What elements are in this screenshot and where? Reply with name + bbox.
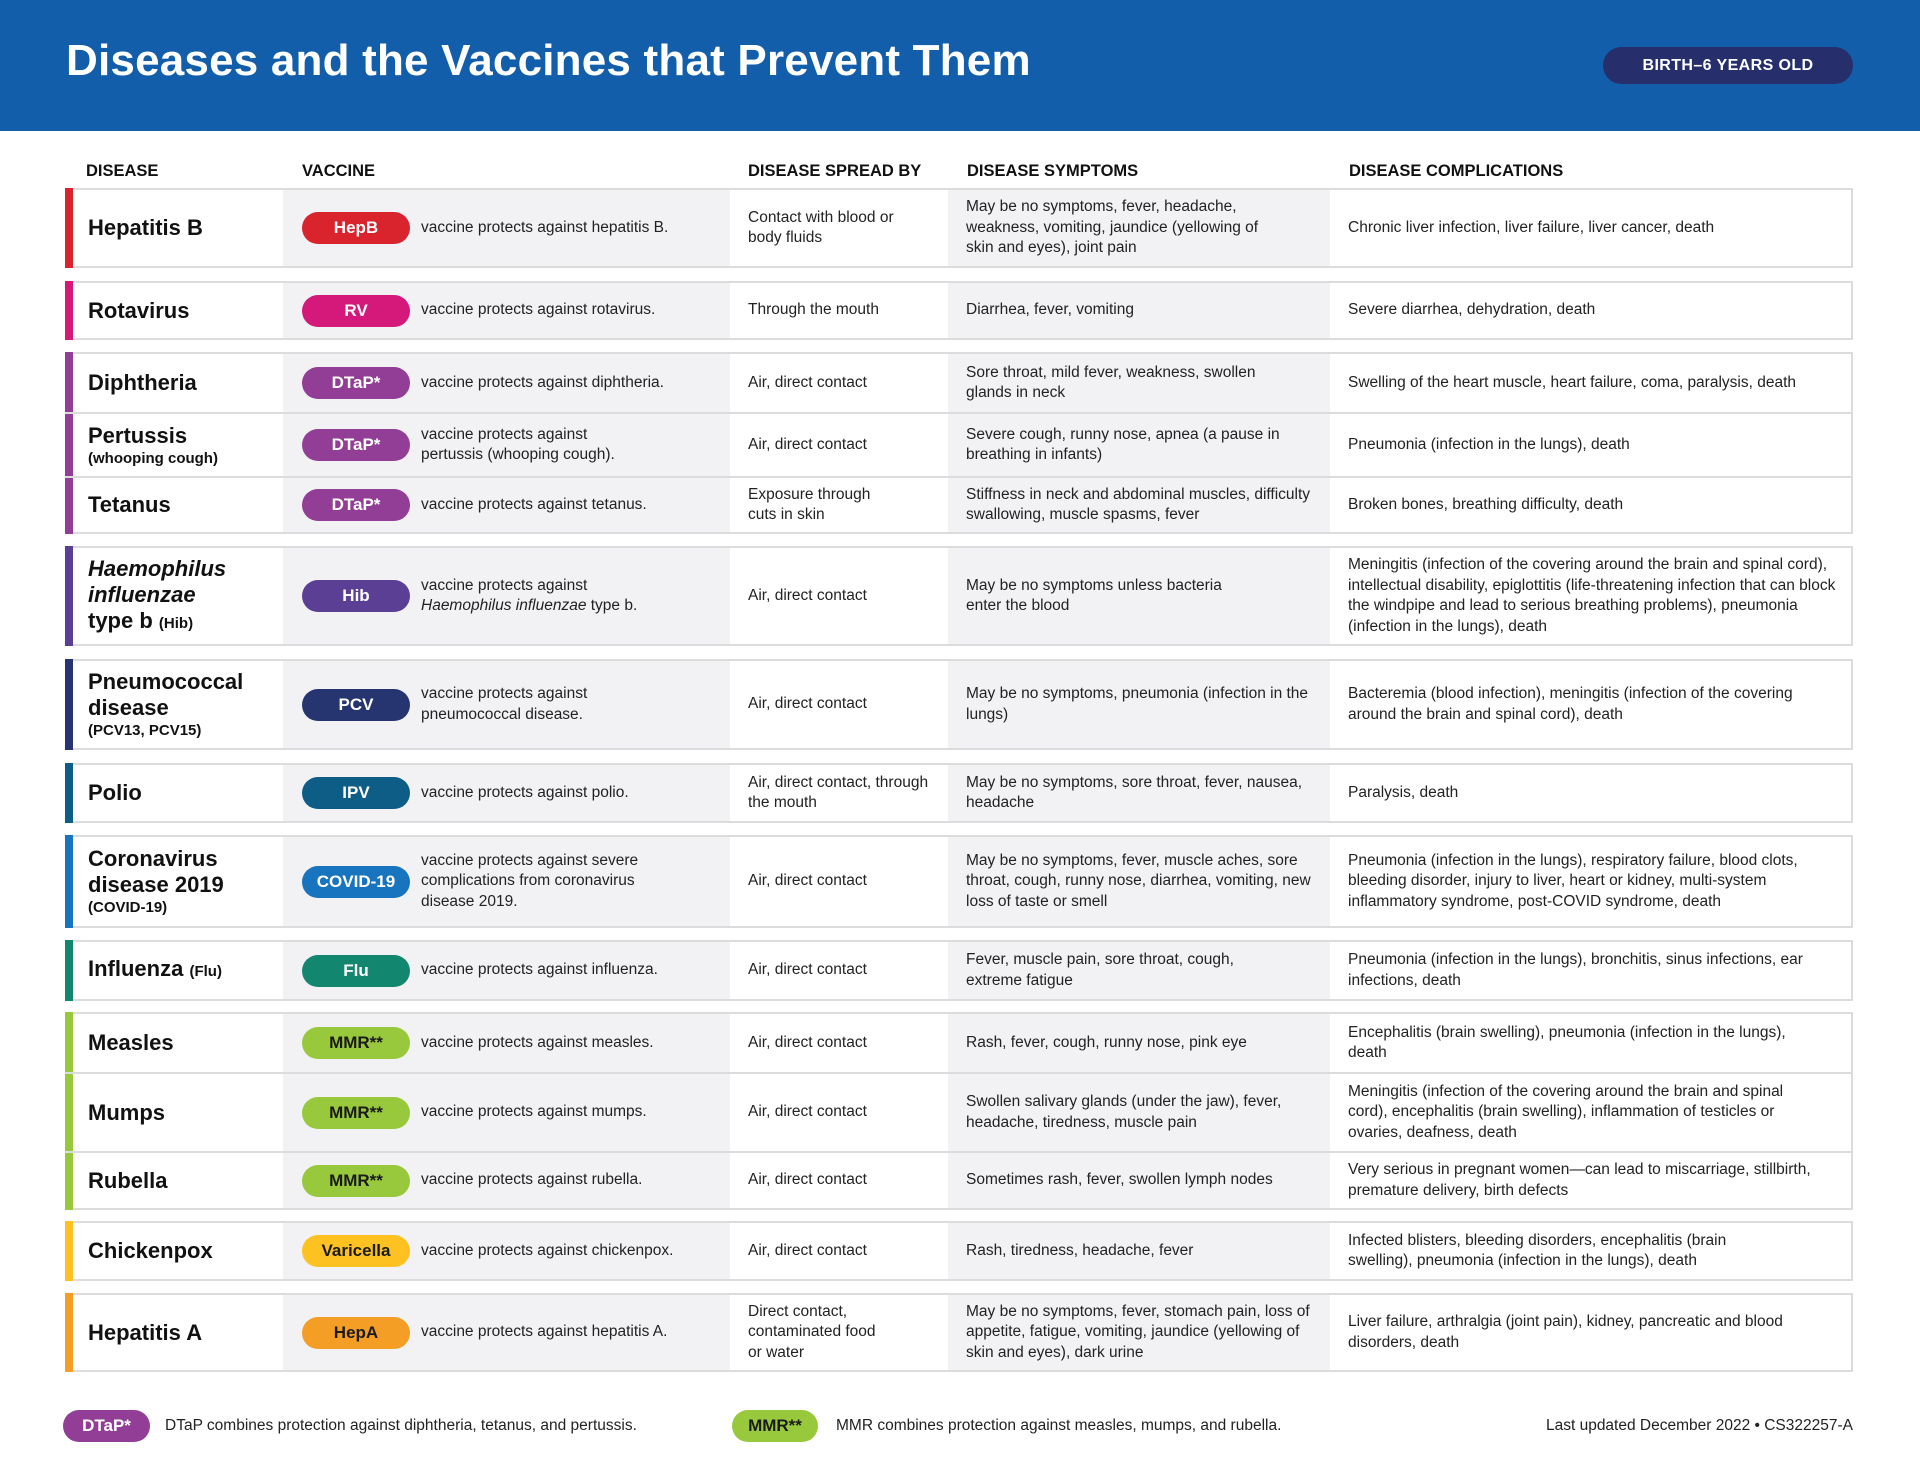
page-title: Diseases and the Vaccines that Prevent Them (66, 36, 1031, 85)
disease-group-chickenpox (65, 1221, 1853, 1281)
column-header-spread: DISEASE SPREAD BY (748, 162, 922, 180)
disease-name: Pneumococcal disease (88, 669, 244, 720)
vaccine-description: vaccine protects against severe complications from coronavirus disease 2019. (421, 851, 639, 910)
disease-group-hepatitis-a (65, 1293, 1853, 1372)
complications-text: Chronic liver infection, liver failure, liver cancer, death (1348, 218, 1715, 236)
age-range-badge: BIRTH–6 YEARS OLD (1603, 47, 1853, 84)
disease-group-mmr (65, 1012, 1853, 1210)
table-row (65, 1014, 1851, 1072)
complications-text: Liver failure, arthralgia (joint pain), kidney, pancreatic and blood disorders, death (1348, 1313, 1783, 1351)
disease-name: Tetanus (88, 492, 171, 517)
table-row (65, 1072, 1851, 1151)
spread-text: Air, direct contact (748, 1033, 867, 1051)
vaccine-pill: Hib (302, 580, 410, 612)
complications-text: Bacteremia (blood infection), meningitis (infection of the covering around the brain and spinal cord), death (1348, 685, 1793, 723)
vaccine-description: vaccine protects against measles. (421, 1033, 654, 1051)
table-row (65, 837, 1851, 926)
vaccine-pill: MMR** (302, 1165, 410, 1197)
spread-text: Exposure through cuts in skin (748, 485, 871, 523)
disease-name: Rubella (88, 1167, 168, 1193)
complications-text: Very serious in pregnant women—can lead to miscarriage, stillbirth, premature delivery, birth defects (1348, 1161, 1811, 1199)
vaccine-description: vaccine protects against Haemophilus influenzae type b. (421, 576, 638, 614)
vaccine-pill: Varicella (302, 1235, 410, 1267)
symptoms-text: May be no symptoms, sore throat, fever, nausea, headache (966, 773, 1302, 811)
symptoms-text: Sometimes rash, fever, swollen lymph nodes (966, 1171, 1273, 1189)
disease-subtitle: (PCV13, PCV15) (88, 722, 202, 739)
table-row (65, 942, 1851, 999)
disease-subtitle: (Flu) (189, 963, 222, 980)
vaccine-description: vaccine protects against pneumococcal disease. (421, 685, 588, 723)
vaccine-pill: DTaP* (302, 489, 410, 521)
vaccine-description: vaccine protects against diphtheria. (421, 373, 664, 391)
symptoms-text: Diarrhea, fever, vomiting (966, 301, 1134, 319)
vaccine-pill: MMR** (302, 1027, 410, 1059)
symptoms-text: May be no symptoms, fever, stomach pain, loss of appetite, fatigue, vomiting, jaundice (yellowing of skin and eyes), dark urine (966, 1302, 1310, 1361)
vaccine-pill: IPV (302, 777, 410, 809)
footer-dtap-note: DTaP combines protection against diphtheria, tetanus, and pertussis. (165, 1417, 637, 1434)
spread-text: Air, direct contact (748, 695, 867, 713)
symptoms-text: May be no symptoms, fever, muscle aches, sore throat, cough, runny nose, diarrhea, vomiting, new loss of taste or smell (966, 851, 1311, 910)
disease-name: Measles (88, 1030, 174, 1055)
disease-name: Coronavirus disease 2019 (88, 846, 224, 897)
complications-text: Severe diarrhea, dehydration, death (1348, 301, 1596, 319)
spread-text: Air, direct contact (748, 373, 867, 391)
symptoms-text: May be no symptoms, pneumonia (infection in the lungs) (966, 685, 1309, 723)
symptoms-text: Rash, fever, cough, runny nose, pink eye (966, 1033, 1247, 1051)
disease-subtitle: (Hib) (158, 614, 194, 632)
vaccine-pill: DTaP* (302, 429, 410, 461)
last-updated: Last updated December 2022 • CS322257-A (1545, 1417, 1853, 1434)
table-row (65, 283, 1851, 338)
vaccine-description: vaccine protects against rotavirus. (421, 301, 656, 319)
vaccine-description: vaccine protects against polio. (421, 783, 629, 801)
vaccine-description: vaccine protects against influenza. (421, 961, 658, 979)
column-header-symptoms: DISEASE SYMPTOMS (967, 162, 1139, 180)
complications-text: Encephalitis (brain swelling), pneumonia (infection in the lungs), death (1348, 1023, 1786, 1061)
table-row (65, 765, 1851, 821)
spread-text: Air, direct contact (748, 435, 867, 453)
spread-text: Air, direct contact (748, 1171, 867, 1189)
vaccine-pill: DTaP* (302, 367, 410, 399)
spread-text: Contact with blood or body fluids (748, 208, 894, 246)
vaccine-pill: MMR** (302, 1097, 410, 1129)
vaccine-description: vaccine protects against chickenpox. (421, 1241, 674, 1259)
disease-group-polio (65, 763, 1853, 823)
disease-group-hepatitis-b (65, 188, 1853, 268)
column-header-disease: DISEASE (86, 162, 159, 180)
complications-text: Pneumonia (infection in the lungs), death (1348, 435, 1630, 453)
symptoms-text: Fever, muscle pain, sore throat, cough, extreme fatigue (966, 951, 1234, 989)
header-band (0, 0, 1920, 131)
vaccine-pill: RV (302, 295, 410, 327)
spread-text: Air, direct contact (748, 1103, 867, 1121)
disease-name-line2: influenzae (88, 581, 196, 607)
table-row (65, 476, 1851, 532)
disease-subtitle: (COVID-19) (88, 899, 168, 916)
spread-text: Direct contact, contaminated food or water (748, 1302, 876, 1361)
table-row (65, 548, 1851, 644)
disease-group-covid-19 (65, 835, 1853, 928)
table-row (65, 412, 1851, 476)
disease-name: Influenza (88, 956, 184, 981)
table-row (65, 1295, 1851, 1370)
disease-subtitle: (whooping cough) (88, 449, 218, 467)
disease-name: Pertussis (88, 422, 188, 448)
complications-text: Meningitis (infection of the covering around the brain and spinal cord), intellectual disability, epiglottitis (life-threatening infection that can block the windpipe and lead to serious breathing problems), pneumonia (infection in the lungs), death (1348, 556, 1836, 635)
disease-name: Chickenpox (88, 1238, 213, 1263)
disease-name: Polio (88, 780, 142, 805)
disease-group-influenza (65, 940, 1853, 1001)
table-row (65, 661, 1851, 748)
symptoms-text: Stiffness in neck and abdominal muscles, difficulty swallowing, muscle spasms, fever (966, 485, 1311, 523)
symptoms-text: Swollen salivary glands (under the jaw), fever, headache, tiredness, muscle pain (966, 1093, 1282, 1131)
complications-text: Meningitis (infection of the covering around the brain and spinal cord), encephalitis (brain swelling), inflammation of testicles or ovaries, deafness, death (1348, 1082, 1784, 1141)
complications-text: Pneumonia (infection in the lungs), respiratory failure, blood clots, bleeding disorder, injury to liver, heart or kidney, multi-system inflammatory syndrome, post-COVID syndrome, death (1348, 851, 1798, 910)
column-header-complications: DISEASE COMPLICATIONS (1349, 162, 1564, 180)
spread-text: Air, direct contact (748, 961, 867, 979)
disease-group-hib (65, 546, 1853, 646)
disease-name: Rotavirus (88, 297, 190, 323)
vaccine-pill: HepA (302, 1317, 410, 1349)
table-row (65, 1151, 1851, 1208)
disease-group-rotavirus (65, 281, 1853, 340)
disease-name-line1: Haemophilus (88, 555, 227, 581)
symptoms-text: May be no symptoms, fever, headache, weakness, vomiting, jaundice (yellowing of skin and eyes), joint pain (966, 198, 1259, 257)
spread-text: Air, direct contact (748, 586, 867, 604)
spread-text: Air, direct contact (748, 1241, 867, 1259)
disease-name: Hepatitis B (88, 215, 203, 240)
footer-mmr-note: MMR combines protection against measles, mumps, and rubella. (836, 1417, 1282, 1434)
vaccine-pill: HepB (302, 212, 410, 244)
symptoms-text: Rash, tiredness, headache, fever (966, 1241, 1194, 1259)
disease-name: Hepatitis A (88, 1319, 203, 1345)
spread-text: Air, direct contact (748, 872, 867, 890)
complications-text: Infected blisters, bleeding disorders, encephalitis (brain swelling), pneumonia (infection in the lungs), death (1348, 1231, 1727, 1269)
complications-text: Pneumonia (infection in the lungs), bronchitis, sinus infections, ear infections, death (1348, 951, 1803, 989)
table-row (65, 354, 1851, 412)
disease-group-pneumococcal (65, 659, 1853, 750)
vaccine-description: vaccine protects against tetanus. (421, 495, 647, 513)
complications-text: Swelling of the heart muscle, heart failure, coma, paralysis, death (1348, 373, 1797, 391)
disease-group-dtap (65, 352, 1853, 534)
complications-text: Broken bones, breathing difficulty, death (1348, 495, 1624, 513)
table-row (65, 190, 1851, 266)
vaccine-pill: PCV (302, 689, 410, 721)
vaccine-description: vaccine protects against mumps. (421, 1103, 647, 1121)
complications-text: Paralysis, death (1348, 783, 1459, 801)
disease-name-line3: type b (88, 607, 153, 633)
vaccine-description: vaccine protects against rubella. (421, 1171, 643, 1189)
symptoms-text: May be no symptoms unless bacteria enter the blood (966, 576, 1222, 614)
spread-text: Air, direct contact, through the mouth (748, 773, 929, 811)
column-header-vaccine: VACCINE (302, 162, 376, 180)
symptoms-text: Severe cough, runny nose, apnea (a pause in breathing in infants) (966, 425, 1280, 463)
footer-mmr-pill: MMR** (732, 1410, 818, 1442)
table-row (65, 1223, 1851, 1279)
vaccine-pill: Flu (302, 955, 410, 987)
spread-text: Through the mouth (748, 301, 879, 319)
footer-dtap-pill: DTaP* (63, 1410, 150, 1442)
disease-name: Diphtheria (88, 370, 197, 395)
vaccine-description: vaccine protects against hepatitis A. (421, 1323, 668, 1341)
vaccine-pill: COVID-19 (302, 866, 410, 898)
vaccine-description: vaccine protects against hepatitis B. (421, 218, 669, 236)
symptoms-text: Sore throat, mild fever, weakness, swollen glands in neck (966, 363, 1256, 401)
vaccine-description: vaccine protects against pertussis (whooping cough). (421, 425, 615, 463)
disease-name: Mumps (88, 1099, 165, 1125)
